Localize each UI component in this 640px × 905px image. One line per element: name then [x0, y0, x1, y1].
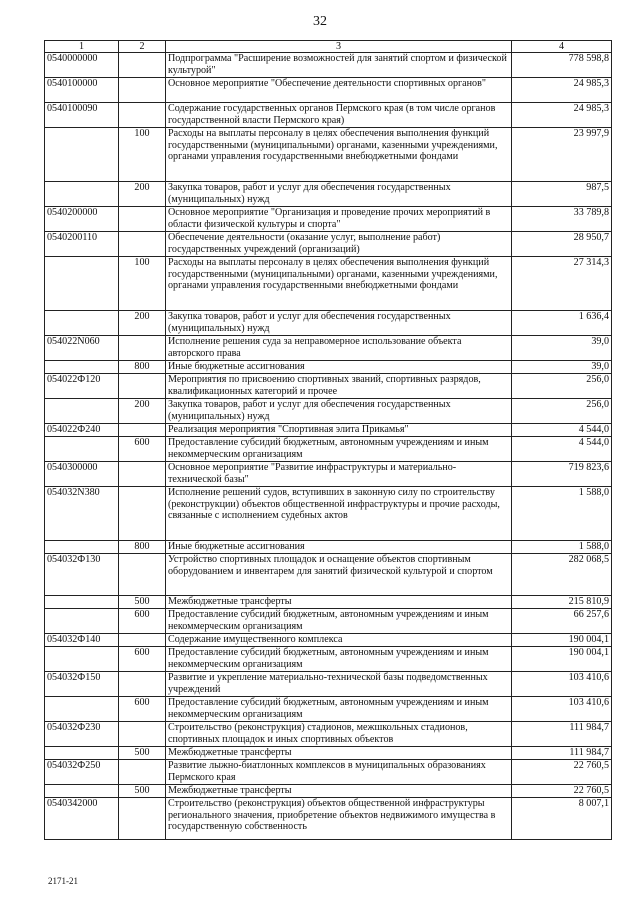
budget-code-cell: 0540342000 [45, 798, 119, 840]
expense-type-cell [119, 487, 166, 541]
amount-cell: 987,5 [512, 182, 612, 207]
amount-cell: 190 004,1 [512, 634, 612, 647]
item-name-cell: Межбюджетные трансферты [166, 747, 512, 760]
table-header-row [45, 41, 612, 53]
budget-code-cell [45, 609, 119, 634]
amount-cell: 111 984,7 [512, 747, 612, 760]
table-row [45, 78, 612, 103]
item-name-cell: Предоставление субсидий бюджетным, автономным учреждениям и иным некоммерческим организациям [166, 437, 512, 462]
budget-code-cell: 0540300000 [45, 462, 119, 487]
item-name-cell: Расходы на выплаты персоналу в целях обеспечения выполнения функций государственными (муниципальными) органами, казенными учреждениями, органами управления государственными внебюджетными фондами [166, 257, 512, 311]
table-row [45, 182, 612, 207]
amount-cell: 4 544,0 [512, 437, 612, 462]
expense-type-cell: 600 [119, 647, 166, 672]
amount-cell: 24 985,3 [512, 78, 612, 103]
table-row [45, 634, 612, 647]
item-name-cell: Межбюджетные трансферты [166, 596, 512, 609]
budget-code-cell: 054032Ф130 [45, 554, 119, 596]
amount-cell: 111 984,7 [512, 722, 612, 747]
table-row [45, 257, 612, 311]
item-name-cell: Содержание имущественного комплекса [166, 634, 512, 647]
item-name-cell: Реализация мероприятия "Спортивная элита Прикамья" [166, 424, 512, 437]
expense-type-cell: 800 [119, 361, 166, 374]
table-row [45, 487, 612, 541]
amount-cell: 256,0 [512, 399, 612, 424]
table-row [45, 437, 612, 462]
amount-cell: 190 004,1 [512, 647, 612, 672]
budget-code-cell [45, 437, 119, 462]
table-row [45, 697, 612, 722]
expense-type-cell [119, 78, 166, 103]
expense-type-cell [119, 554, 166, 596]
table-row [45, 232, 612, 257]
budget-code-cell: 0540100090 [45, 103, 119, 128]
amount-cell: 215 810,9 [512, 596, 612, 609]
amount-cell: 24 985,3 [512, 103, 612, 128]
budget-code-cell: 054032Ф250 [45, 760, 119, 785]
amount-cell: 282 068,5 [512, 554, 612, 596]
item-name-cell: Развитие и укрепление материально-технической базы подведомственных учреждений [166, 672, 512, 697]
column-header: 1 [45, 41, 119, 53]
item-name-cell: Мероприятия по присвоению спортивных званий, спортивных разрядов, квалификационных категорий и прочее [166, 374, 512, 399]
table-row [45, 311, 612, 336]
item-name-cell: Предоставление субсидий бюджетным, автономным учреждениям и иным некоммерческим организациям [166, 697, 512, 722]
item-name-cell: Исполнение решения суда за неправомерное использование объекта авторского права [166, 336, 512, 361]
budget-table [44, 40, 612, 840]
table-row [45, 760, 612, 785]
budget-code-cell: 0540200110 [45, 232, 119, 257]
item-name-cell: Исполнение решений судов, вступивших в законную силу по строительству (реконструкции) объектов общественной инфраструктуры и прочие расходы, связанные с исполнением судебных актов [166, 487, 512, 541]
expense-type-cell [119, 424, 166, 437]
item-name-cell: Закупка товаров, работ и услуг для обеспечения государственных (муниципальных) нужд [166, 182, 512, 207]
item-name-cell: Развитие лыжно-биатлонных комплексов в муниципальных образованиях Пермского края [166, 760, 512, 785]
item-name-cell: Закупка товаров, работ и услуг для обеспечения государственных (муниципальных) нужд [166, 311, 512, 336]
amount-cell: 22 760,5 [512, 785, 612, 798]
budget-code-cell [45, 399, 119, 424]
budget-code-cell: 0540100000 [45, 78, 119, 103]
column-header: 2 [119, 41, 166, 53]
table-row [45, 647, 612, 672]
budget-code-cell [45, 647, 119, 672]
expense-type-cell: 500 [119, 785, 166, 798]
expense-type-cell [119, 103, 166, 128]
amount-cell: 66 257,6 [512, 609, 612, 634]
table-row [45, 672, 612, 697]
expense-type-cell: 800 [119, 541, 166, 554]
table-row [45, 596, 612, 609]
amount-cell: 778 598,8 [512, 53, 612, 78]
item-name-cell: Основное мероприятие "Организация и проведение прочих мероприятий в области физической культуры и спорта" [166, 207, 512, 232]
item-name-cell: Подпрограмма "Расширение возможностей для занятий спортом и физической культурой" [166, 53, 512, 78]
table-row [45, 554, 612, 596]
table-row [45, 722, 612, 747]
expense-type-cell: 200 [119, 399, 166, 424]
budget-code-cell: 054022N060 [45, 336, 119, 361]
expense-type-cell [119, 760, 166, 785]
expense-type-cell [119, 53, 166, 78]
table-row [45, 462, 612, 487]
expense-type-cell [119, 798, 166, 840]
expense-type-cell: 500 [119, 596, 166, 609]
item-name-cell: Строительство (реконструкция) объектов общественной инфраструктуры регионального значения, приобретение объектов недвижимого имущества в государственную собственность [166, 798, 512, 840]
expense-type-cell [119, 672, 166, 697]
item-name-cell: Межбюджетные трансферты [166, 785, 512, 798]
expense-type-cell [119, 462, 166, 487]
expense-type-cell: 600 [119, 697, 166, 722]
expense-type-cell [119, 374, 166, 399]
table-row [45, 785, 612, 798]
amount-cell: 256,0 [512, 374, 612, 399]
table-row [45, 374, 612, 399]
amount-cell: 33 789,8 [512, 207, 612, 232]
expense-type-cell: 200 [119, 182, 166, 207]
budget-code-cell: 0540000000 [45, 53, 119, 78]
budget-code-cell [45, 182, 119, 207]
budget-code-cell [45, 361, 119, 374]
table-row [45, 798, 612, 840]
table-row [45, 541, 612, 554]
table-row [45, 128, 612, 182]
item-name-cell: Обеспечение деятельности (оказание услуг, выполнение работ) государственных учреждений (организаций) [166, 232, 512, 257]
table-row [45, 747, 612, 760]
column-header: 4 [512, 41, 612, 53]
expense-type-cell: 100 [119, 128, 166, 182]
item-name-cell: Содержание государственных органов Пермского края (в том числе органов государственной власти Пермского края) [166, 103, 512, 128]
budget-code-cell [45, 311, 119, 336]
amount-cell: 1 636,4 [512, 311, 612, 336]
amount-cell: 4 544,0 [512, 424, 612, 437]
expense-type-cell [119, 232, 166, 257]
budget-code-cell [45, 747, 119, 760]
amount-cell: 1 588,0 [512, 487, 612, 541]
budget-code-cell: 054022Ф120 [45, 374, 119, 399]
budget-code-cell: 054032Ф230 [45, 722, 119, 747]
expense-type-cell [119, 336, 166, 361]
budget-code-cell: 054032Ф140 [45, 634, 119, 647]
expense-type-cell [119, 634, 166, 647]
table-row [45, 336, 612, 361]
amount-cell: 28 950,7 [512, 232, 612, 257]
column-header: 3 [166, 41, 512, 53]
amount-cell: 8 007,1 [512, 798, 612, 840]
item-name-cell: Расходы на выплаты персоналу в целях обеспечения выполнения функций государственными (муниципальными) органами, казенными учреждениями, органами управления государственными внебюджетными фондами [166, 128, 512, 182]
table-row [45, 103, 612, 128]
table-row [45, 361, 612, 374]
amount-cell: 39,0 [512, 361, 612, 374]
expense-type-cell: 200 [119, 311, 166, 336]
amount-cell: 39,0 [512, 336, 612, 361]
budget-code-cell [45, 541, 119, 554]
budget-code-cell [45, 257, 119, 311]
budget-code-cell [45, 785, 119, 798]
amount-cell: 719 823,6 [512, 462, 612, 487]
budget-code-cell [45, 596, 119, 609]
page-number: 32 [313, 14, 327, 29]
amount-cell: 103 410,6 [512, 697, 612, 722]
item-name-cell: Основное мероприятие "Развитие инфраструктуры и материально-технической базы" [166, 462, 512, 487]
expense-type-cell: 500 [119, 747, 166, 760]
expense-type-cell [119, 207, 166, 232]
expense-type-cell: 600 [119, 437, 166, 462]
item-name-cell: Закупка товаров, работ и услуг для обеспечения государственных (муниципальных) нужд [166, 399, 512, 424]
table-row [45, 424, 612, 437]
item-name-cell: Предоставление субсидий бюджетным, автономным учреждениям и иным некоммерческим организациям [166, 609, 512, 634]
amount-cell: 1 588,0 [512, 541, 612, 554]
amount-cell: 27 314,3 [512, 257, 612, 311]
item-name-cell: Предоставление субсидий бюджетным, автономным учреждениям и иным некоммерческим организациям [166, 647, 512, 672]
budget-code-cell: 054032Ф150 [45, 672, 119, 697]
item-name-cell: Устройство спортивных площадок и оснащение объектов спортивным оборудованием и инвентарем для занятий физической культурой и спортом [166, 554, 512, 596]
expense-type-cell: 100 [119, 257, 166, 311]
amount-cell: 103 410,6 [512, 672, 612, 697]
budget-code-cell: 054032N380 [45, 487, 119, 541]
table-row [45, 207, 612, 232]
expense-type-cell: 600 [119, 609, 166, 634]
budget-code-cell [45, 697, 119, 722]
amount-cell: 23 997,9 [512, 128, 612, 182]
budget-code-cell: 054022Ф240 [45, 424, 119, 437]
expense-type-cell [119, 722, 166, 747]
amount-cell: 22 760,5 [512, 760, 612, 785]
table-row [45, 53, 612, 78]
item-name-cell: Иные бюджетные ассигнования [166, 361, 512, 374]
item-name-cell: Основное мероприятие "Обеспечение деятельности спортивных органов" [166, 78, 512, 103]
budget-code-cell [45, 128, 119, 182]
footer-code: 2171-21 [48, 876, 78, 886]
item-name-cell: Строительство (реконструкция) стадионов, межшкольных стадионов, спортивных площадок и иных спортивных объектов [166, 722, 512, 747]
table-row [45, 399, 612, 424]
item-name-cell: Иные бюджетные ассигнования [166, 541, 512, 554]
table-row [45, 609, 612, 634]
budget-code-cell: 0540200000 [45, 207, 119, 232]
